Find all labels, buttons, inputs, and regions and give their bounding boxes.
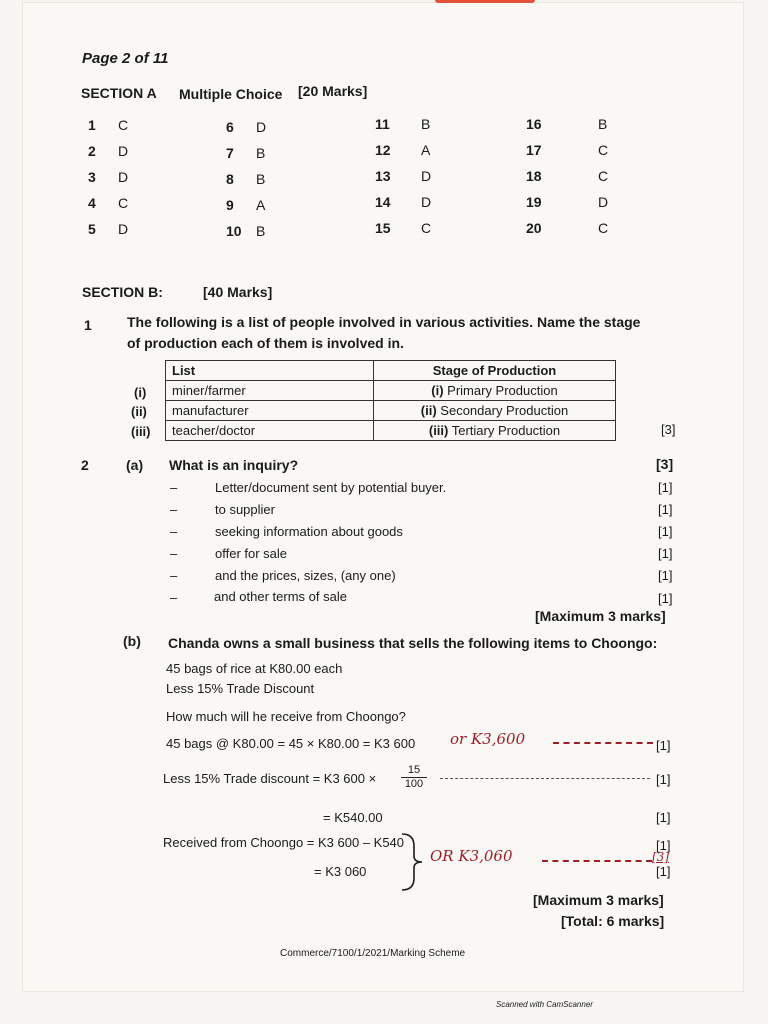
section-b-title: SECTION B: — [82, 284, 163, 300]
mc-item: 20 C — [526, 220, 609, 236]
q2b-line-4-mark: [1] — [656, 838, 671, 853]
table-cell-stage: (ii) Secondary Production — [374, 401, 616, 421]
mc-item: 10 B — [226, 223, 266, 239]
table-header-row — [166, 361, 616, 381]
q1-row-roman: (iii) — [131, 424, 151, 439]
q2b-line-3-mark: [1] — [656, 810, 671, 825]
mc-item: 7 B — [226, 145, 266, 161]
q2b-label: (b) — [123, 633, 141, 649]
q2b-line-5-mark: [1] — [656, 864, 671, 879]
list-item: seeking information about goods — [215, 524, 403, 539]
list-item: offer for sale — [215, 546, 288, 561]
list-bullet: – — [170, 546, 178, 561]
page-footer: Commerce/7100/1/2021/Marking Scheme — [280, 948, 466, 959]
q2a-question: What is an inquiry? — [169, 457, 299, 473]
q2a-mark: [3] — [656, 456, 674, 472]
list-item-mark: [1] — [658, 502, 673, 517]
scanner-watermark: Scanned with CamScanner — [496, 1000, 593, 1009]
list-bullet: – — [170, 524, 178, 539]
handwritten-brace — [398, 832, 432, 892]
handwritten-alt-answer-2: OR K3,060 — [430, 847, 513, 865]
mc-item: 8 B — [226, 171, 266, 187]
mc-item: 15 C — [375, 220, 432, 236]
mc-item: 17 C — [526, 142, 609, 158]
q1-text-line2: of production each of them is involved in. — [127, 335, 404, 351]
list-item-mark: [1] — [658, 546, 673, 561]
list-item: Letter/document sent by potential buyer. — [215, 480, 447, 495]
section-a-heading — [81, 83, 368, 102]
handwritten-mark: [3] — [652, 850, 669, 864]
q2b-given-2: Less 15% Trade Discount — [166, 681, 315, 696]
mc-item: 1 C — [88, 117, 129, 133]
list-item-mark: [1] — [658, 480, 673, 495]
mc-item: 11 B — [375, 116, 431, 132]
list-bullet: – — [170, 590, 178, 605]
mc-item: 16 B — [526, 116, 608, 132]
section-b-heading — [82, 284, 273, 300]
q2b-given-1: 45 bags of rice at K80.00 each — [166, 661, 343, 676]
mc-item: 14 D — [375, 194, 432, 210]
table-cell-stage: (iii) Tertiary Production — [374, 421, 616, 441]
mc-item: 2 D — [88, 143, 129, 159]
mc-item: 5 D — [88, 221, 129, 237]
table-header-list: List — [166, 361, 374, 381]
mc-item: 12 A — [375, 142, 431, 158]
q2b-ask: How much will he receive from Choongo? — [166, 709, 406, 724]
table-cell-list: manufacturer — [166, 401, 374, 421]
fraction-denominator: 100 — [404, 778, 424, 790]
table-cell-list: teacher/doctor — [166, 421, 374, 441]
q2a-label: (a) — [126, 457, 144, 473]
list-item: to supplier — [215, 502, 275, 517]
table-header-stage: Stage of Production — [374, 361, 616, 381]
mc-item: 18 C — [526, 168, 609, 184]
table-row — [166, 421, 616, 441]
q1-mark: [3] — [661, 422, 676, 437]
top-red-mark — [435, 0, 535, 3]
table-row — [166, 401, 616, 421]
list-item-mark: [1] — [658, 568, 673, 583]
fraction-15-over-100 — [401, 764, 427, 790]
mc-item: 6 D — [226, 119, 267, 135]
q1-text-line1: The following is a list of people involved in various activities. Name the stage — [127, 314, 641, 330]
mc-item: 13 D — [375, 168, 432, 184]
q2b-max-marks: [Maximum 3 marks] — [533, 892, 664, 908]
dotted-leader-line — [440, 778, 650, 779]
mc-item: 9 A — [226, 197, 266, 213]
handwritten-dash-line — [553, 742, 653, 744]
section-a-subtitle: Multiple Choice — [179, 86, 283, 102]
section-a-title: SECTION A — [81, 85, 157, 101]
fraction-numerator: 15 — [401, 764, 427, 778]
section-a-marks: [20 Marks] — [298, 83, 368, 99]
q2b-line-2: Less 15% Trade discount = K3 600 × — [163, 771, 377, 786]
q2b-line-4: Received from Choongo = K3 600 – K540 — [163, 835, 405, 850]
q2b-question: Chanda owns a small business that sells the following items to Choongo: — [168, 635, 658, 651]
q1-row-roman: (i) — [134, 385, 147, 400]
table-row — [166, 381, 616, 401]
list-bullet: – — [170, 502, 178, 517]
q2b-line-2-mark: [1] — [656, 772, 671, 787]
mc-item: 3 D — [88, 169, 129, 185]
list-item: and the prices, sizes, (any one) — [215, 568, 396, 583]
q1-number: 1 — [84, 317, 92, 333]
table-cell-list: miner/farmer — [166, 381, 374, 401]
list-bullet: – — [170, 568, 178, 583]
table-cell-stage: (i) Primary Production — [374, 381, 616, 401]
q2b-line-1-mark: [1] — [656, 738, 671, 753]
q2b-line-5: = K3 060 — [314, 864, 367, 879]
handwritten-alt-answer-1: or K3,600 — [450, 730, 526, 748]
list-item-mark: [1] — [658, 591, 673, 606]
q2b-line-1: 45 bags @ K80.00 = 45 × K80.00 = K3 600 — [166, 736, 416, 751]
list-item: and other terms of sale — [214, 589, 347, 604]
section-b-marks: [40 Marks] — [203, 284, 273, 300]
list-bullet: – — [170, 480, 178, 495]
q2b-line-3: = K540.00 — [323, 810, 383, 825]
list-item-mark: [1] — [658, 524, 673, 539]
handwritten-dash-line — [542, 860, 652, 862]
q2b-total-marks: [Total: 6 marks] — [561, 913, 665, 929]
q2-number: 2 — [81, 457, 89, 473]
q1-row-roman: (ii) — [131, 404, 147, 419]
stages-of-production-table — [165, 360, 616, 441]
q2a-max-marks: [Maximum 3 marks] — [535, 608, 666, 624]
mc-item: 4 C — [88, 195, 129, 211]
page-label: Page 2 of 11 — [82, 50, 169, 67]
mc-item: 19 D — [526, 194, 609, 210]
